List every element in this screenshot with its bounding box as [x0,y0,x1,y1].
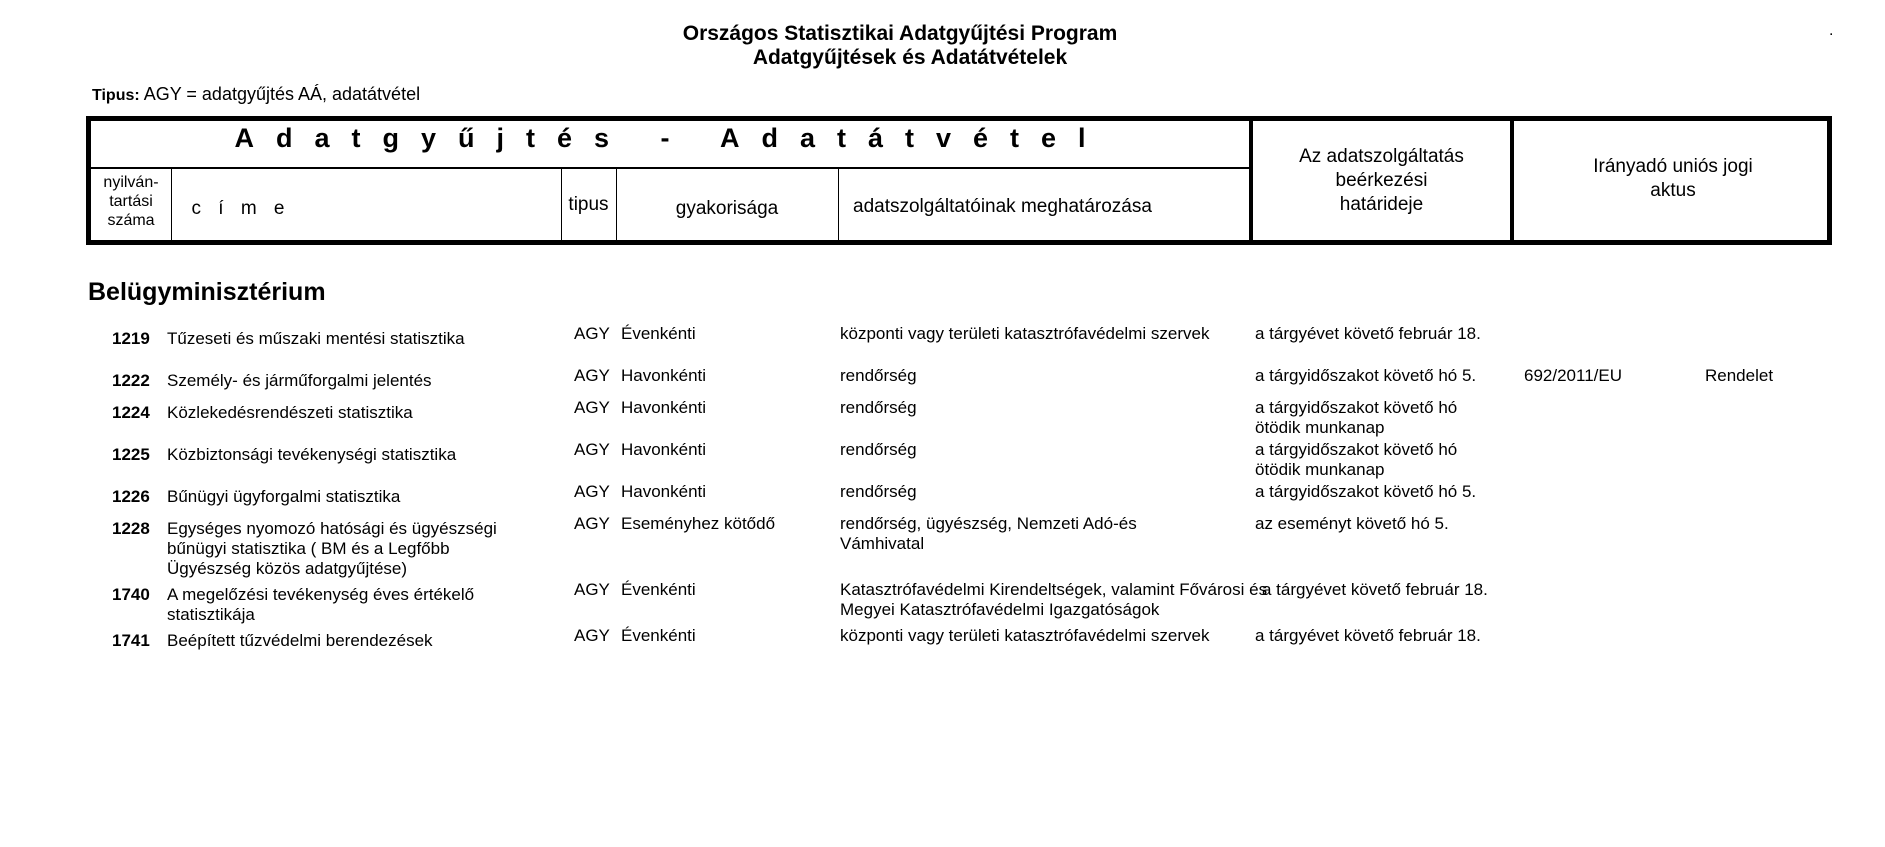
header-col-providers: adatszolgáltatóinak meghatározása [853,196,1152,217]
section-heading: Belügyminisztérium [88,278,326,306]
row-type: AGY [574,324,610,343]
row-frequency: Havonkénti [621,482,707,501]
row-frequency: Évenkénti [621,324,696,343]
row-deadline: a tárgyévet követő február 18. [1255,324,1481,343]
row-deadline: a tárgyidőszakot követő hó 5. [1255,482,1477,501]
row-number: 1219 [112,329,150,348]
row-title: Beépített tűzvédelmi berendezések [167,631,433,650]
type-legend [92,84,420,105]
row-number: 1225 [112,445,150,464]
row-type: AGY [574,440,610,459]
header-col-title: c í m e [191,198,291,219]
header-col-number: nyilván-tartási száma [103,174,159,229]
row-deadline: a tárgyidőszakot követő hó 5. [1255,366,1477,385]
row-title: Közlekedésrendészeti statisztika [167,403,413,422]
row-deadline: a tárgyidőszakot követő hó ötödik munkanap [1255,398,1458,437]
header-col-frequency: gyakorisága [675,198,779,219]
row-number: 1741 [112,631,150,650]
row-type: AGY [574,580,610,599]
row-deadline: az eseményt követő hó 5. [1255,514,1449,533]
row-deadline: a tárgyidőszakot követő hó ötödik munkanap [1255,440,1458,479]
row-frequency: Évenkénti [621,580,696,599]
row-frequency: Havonkénti [621,366,707,385]
corner-mark: . [1829,22,1834,39]
header-col-eu-act: Irányadó uniós jogi aktus [1593,156,1753,201]
row-type: AGY [574,514,610,533]
row-number: 1222 [112,371,150,390]
row-providers: rendőrség [840,398,917,417]
row-providers: központi vagy területi katasztrófavédelmi szervek [840,324,1210,343]
row-frequency: Eseményhez kötődő [621,514,776,533]
row-type: AGY [574,398,610,417]
row-number: 1228 [112,519,150,538]
row-deadline: a tárgyévet követő február 18. [1255,626,1481,645]
row-title: Tűzeseti és műszaki mentési statisztika [167,329,465,348]
row-title: Bűnügyi ügyforgalmi statisztika [167,487,401,506]
header-col-type: tipus [568,194,609,215]
row-frequency: Havonkénti [621,440,707,459]
row-title: Közbiztonsági tevékenységi statisztika [167,445,457,464]
row-providers: központi vagy területi katasztrófavédelmi szervek [840,626,1210,645]
table-header [86,116,1832,245]
row-deadline: a tárgyévet követő február 18. [1262,580,1488,599]
row-providers: Katasztrófavédelmi Kirendeltségek, valamint Fővárosi és Megyei Katasztrófavédelmi Igazgatóságok [840,580,1268,619]
type-legend-text: AGY = adatgyűjtés AÁ, adatátvétel [143,84,421,104]
row-providers: rendőrség [840,482,917,501]
document-title: Országos Statisztikai Adatgyűjtési Program [682,22,1118,45]
row-type: AGY [574,366,610,385]
row-frequency: Évenkénti [621,626,696,645]
row-providers: rendőrség, ügyészség, Nemzeti Adó-és Vámhivatal [840,514,1137,553]
header-col-deadline: Az adatszolgáltatás beérkezési határideje [1299,146,1464,215]
row-type: AGY [574,626,610,645]
row-number: 1224 [112,403,150,422]
row-providers: rendőrség [840,440,917,459]
row-title: Személy- és járműforgalmi jelentés [167,371,432,390]
document-subtitle: Adatgyűjtések és Adatátvételek [752,46,1068,69]
row-number: 1226 [112,487,150,506]
row-number: 1740 [112,585,150,604]
type-legend-label: Tipus: [92,87,140,104]
row-frequency: Havonkénti [621,398,707,417]
row-eu-act: 692/2011/EU [1524,366,1622,385]
row-eu-act-type: Rendelet [1705,366,1774,385]
row-title: Egységes nyomozó hatósági és ügyészségi bűnügyi statisztika ( BM és a Legfőbb Ügyészség közös adatgyűjtése) [167,519,497,578]
row-providers: rendőrség [840,366,917,385]
row-title: A megelőzési tevékenység éves értékelő statisztikája [167,585,475,624]
header-main: Adatgyűjtés - Adatátvétel [234,123,1108,153]
row-type: AGY [574,482,610,501]
